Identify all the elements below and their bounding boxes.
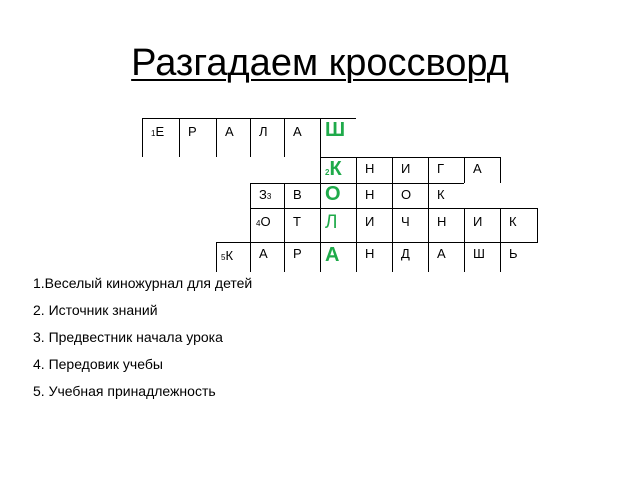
crossword-cell <box>250 208 284 242</box>
crossword-cell-highlight <box>320 183 356 208</box>
cell-letter: Л <box>259 124 268 139</box>
clue-item: 2. Источник знаний <box>33 302 158 318</box>
cell-letter: О <box>260 214 271 229</box>
crossword-cell <box>392 242 428 272</box>
crossword-cell <box>392 183 428 208</box>
cell-letter: А <box>259 246 268 261</box>
cell-letter: А <box>225 124 234 139</box>
crossword-cell <box>250 242 284 272</box>
cell-letter: Ь <box>509 246 518 261</box>
crossword-cell <box>392 157 428 183</box>
cell-letter: Н <box>437 214 447 229</box>
clue-item: 3. Предвестник начала урока <box>33 329 223 345</box>
crossword-cell <box>356 183 392 208</box>
clue-number: 4 <box>256 219 261 228</box>
cell-letter: Д <box>401 246 410 261</box>
cell-letter: И <box>473 214 483 229</box>
cell-letter: А <box>473 161 482 176</box>
crossword-cell <box>250 183 284 208</box>
cell-letter: Ш <box>473 246 485 261</box>
crossword-cell <box>464 208 500 242</box>
cell-letter: О <box>401 187 412 202</box>
crossword-cell <box>284 183 320 208</box>
cell-letter: Н <box>365 161 375 176</box>
clue-number: 5 <box>221 253 226 262</box>
clue-number: 2 <box>325 168 330 177</box>
clue-number: 1 <box>151 129 156 138</box>
cell-letter: И <box>401 161 411 176</box>
crossword-cell <box>356 157 392 183</box>
cell-letter: К <box>329 158 342 180</box>
clue-item: 4. Передовик учебы <box>33 356 163 372</box>
clue-list <box>33 270 252 405</box>
cell-letter: К <box>225 248 234 263</box>
cell-letter: Р <box>293 246 302 261</box>
page-title: Разгадаем кроссворд <box>131 42 509 84</box>
cell-letter: В <box>293 187 302 202</box>
cell-letter: О <box>325 183 341 205</box>
crossword-cell <box>464 242 500 272</box>
cell-letter: Л <box>325 212 338 233</box>
cell-letter: Н <box>365 187 375 202</box>
crossword-cell <box>284 118 320 157</box>
clue-number: 3 <box>266 192 272 201</box>
crossword-cell <box>428 183 464 208</box>
clue-item: 5. Учебная принадлежность <box>33 383 216 399</box>
crossword-cell <box>428 208 464 242</box>
crossword-cell <box>284 242 320 272</box>
cell-letter: А <box>437 246 446 261</box>
crossword-cell <box>179 118 216 157</box>
cell-letter: Р <box>188 124 197 139</box>
cell-letter: Т <box>293 214 301 229</box>
cell-letter: Н <box>365 246 375 261</box>
crossword-cell-highlight <box>320 242 356 272</box>
crossword-cell <box>250 118 284 157</box>
crossword-cell <box>500 242 538 272</box>
crossword-cell <box>142 118 179 157</box>
crossword-cell <box>428 242 464 272</box>
cell-letter: Ш <box>325 119 346 141</box>
cell-letter: К <box>509 214 517 229</box>
crossword-cell <box>500 208 538 242</box>
cell-letter: И <box>365 214 375 229</box>
crossword-cell <box>356 242 392 272</box>
cell-letter: Ч <box>401 214 410 229</box>
cell-letter: З <box>259 187 267 202</box>
crossword-cell <box>284 208 320 242</box>
crossword-cell <box>216 118 250 157</box>
clue-item: 1.Веселый киножурнал для детей <box>33 275 253 291</box>
crossword-cell-highlight <box>320 118 356 157</box>
crossword-cell <box>216 242 250 272</box>
crossword-cell <box>356 208 392 242</box>
crossword-cell <box>392 208 428 242</box>
crossword-cell-highlight <box>320 157 356 183</box>
cell-letter: А <box>325 244 340 266</box>
crossword-cell <box>428 157 464 183</box>
cell-letter: К <box>437 187 445 202</box>
crossword-cell-highlight <box>320 208 356 242</box>
cell-letter: Е <box>155 124 165 139</box>
crossword-cell <box>464 157 501 183</box>
cell-letter: А <box>293 124 302 139</box>
cell-letter: Г <box>437 161 445 176</box>
